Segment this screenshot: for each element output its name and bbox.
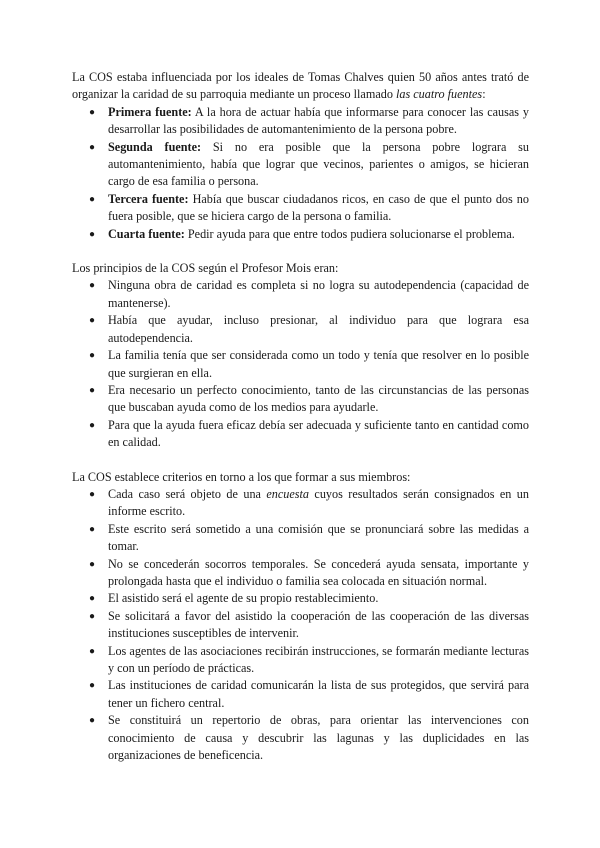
text: Se constituirá un repertorio de obras, para orientar las intervenciones con conocimiento de causa y descubrir las lagunas y las duplicidades en las organizaciones de beneficencia. bbox=[108, 713, 529, 763]
text: : bbox=[482, 87, 486, 102]
list-item bbox=[89, 608, 529, 643]
list-item bbox=[89, 191, 529, 226]
bold-label: Cuarta fuente: bbox=[108, 226, 185, 241]
text: Había que buscar ciudadanos ricos, en caso de que el punto dos no fuera posible, que se hiciera cargo de la persona o familia. bbox=[108, 191, 529, 224]
bullet-list bbox=[72, 277, 529, 451]
text: No se concederán socorros temporales. Se concederá ayuda sensata, importante y prolongada hasta que el individuo o familia sea colocada en situación normal. bbox=[108, 556, 529, 588]
bold-label: Primera fuente: bbox=[108, 104, 192, 119]
text: Ninguna obra de caridad es completa si no logra su autodependencia (capacidad de mantenerse). bbox=[108, 278, 529, 310]
list-item bbox=[89, 521, 529, 556]
text: Cada caso será objeto de una bbox=[108, 486, 267, 501]
bullet-icon: ● bbox=[89, 645, 96, 657]
list-item bbox=[89, 417, 529, 452]
section-intro bbox=[72, 469, 529, 486]
list-item bbox=[89, 677, 529, 712]
italic-term: las cuatro fuentes bbox=[395, 87, 483, 102]
bullet-icon: ● bbox=[89, 558, 96, 570]
list-item bbox=[89, 643, 529, 678]
list-item bbox=[89, 312, 529, 347]
bullet-list bbox=[72, 486, 529, 765]
bullet-icon: ● bbox=[89, 610, 96, 622]
bullet-icon: ● bbox=[89, 228, 96, 240]
italic-term: encuesta bbox=[266, 486, 309, 501]
bullet-icon: ● bbox=[89, 488, 96, 500]
list-item bbox=[89, 556, 529, 591]
section-intro bbox=[72, 69, 529, 104]
list-item bbox=[89, 712, 529, 764]
text: Si no era posible que la persona pobre lograra su automantenimiento, había que lograr que vecinos, parientes o amigos, se hicieran cargo de esa familia o persona. bbox=[108, 139, 529, 189]
bullet-icon: ● bbox=[89, 350, 96, 362]
bullet-icon: ● bbox=[89, 680, 96, 692]
list-item bbox=[89, 226, 529, 243]
text: Este escrito será sometido a una comisión que se pronunciará sobre las medidas a tomar. bbox=[108, 521, 529, 554]
bullet-list bbox=[72, 104, 529, 243]
list-item bbox=[89, 486, 529, 521]
text: A la hora de actuar había que informarse para conocer las causas y desarrollar las posibilidades de automantenimiento de la persona pobre. bbox=[108, 104, 530, 137]
list-item bbox=[89, 139, 529, 191]
text: Para que la ayuda fuera eficaz debía ser adecuada y suficiente tanto en cantidad como en calidad. bbox=[108, 417, 529, 450]
text: Los principios de la COS según el Profesor Mois eran: bbox=[72, 261, 339, 276]
bullet-icon: ● bbox=[89, 106, 96, 118]
bullet-icon: ● bbox=[89, 193, 96, 205]
bold-label: Segunda fuente: bbox=[108, 139, 202, 154]
bullet-icon: ● bbox=[89, 523, 96, 535]
bullet-icon: ● bbox=[89, 593, 96, 605]
bullet-icon: ● bbox=[89, 141, 96, 153]
text: El asistido será el agente de su propio restablecimiento. bbox=[108, 591, 379, 606]
text: Pedir ayuda para que entre todos pudiera solucionarse el problema. bbox=[184, 226, 515, 241]
list-item bbox=[89, 347, 529, 382]
bullet-icon: ● bbox=[89, 384, 96, 396]
text: cuyos resultados serán consignados en un informe escrito. bbox=[108, 486, 529, 519]
bullet-icon: ● bbox=[89, 315, 96, 327]
text: Las instituciones de caridad comunicarán la lista de sus protegidos, que servirá para tener un fichero central. bbox=[108, 678, 529, 710]
text: La COS establece criterios en torno a los que formar a sus miembros: bbox=[72, 469, 411, 484]
text: La familia tenía que ser considerada como un todo y tenía que resolver en lo posible que surgieran en ella. bbox=[108, 348, 529, 380]
text: Se solicitará a favor del asistido la cooperación de las cooperación de las diversas instituciones susceptibles de intervenir. bbox=[108, 608, 529, 641]
text: Había que ayudar, incluso presionar, al individuo para que lograra esa autodependencia. bbox=[108, 313, 529, 345]
list-item bbox=[89, 104, 530, 139]
bullet-icon: ● bbox=[89, 280, 96, 292]
list-item bbox=[89, 382, 529, 417]
list-item bbox=[89, 590, 529, 607]
document-page bbox=[72, 69, 529, 781]
text: Los agentes de las asociaciones recibirán instrucciones, se formarán mediante lecturas y con un período de prácticas. bbox=[108, 643, 529, 675]
list-item bbox=[89, 277, 529, 312]
text: La COS estaba influenciada por los ideales de Tomas Chalves quien 50 años antes trató de organizar la caridad de su parroquia mediante un proceso llamado bbox=[72, 70, 529, 102]
bullet-icon: ● bbox=[89, 715, 96, 727]
bold-label: Tercera fuente: bbox=[108, 191, 189, 206]
bullet-icon: ● bbox=[89, 419, 96, 431]
section-intro bbox=[72, 260, 529, 277]
text: Era necesario un perfecto conocimiento, tanto de las circunstancias de las personas que buscaban ayuda como de los medios para ayudarle. bbox=[108, 382, 529, 415]
